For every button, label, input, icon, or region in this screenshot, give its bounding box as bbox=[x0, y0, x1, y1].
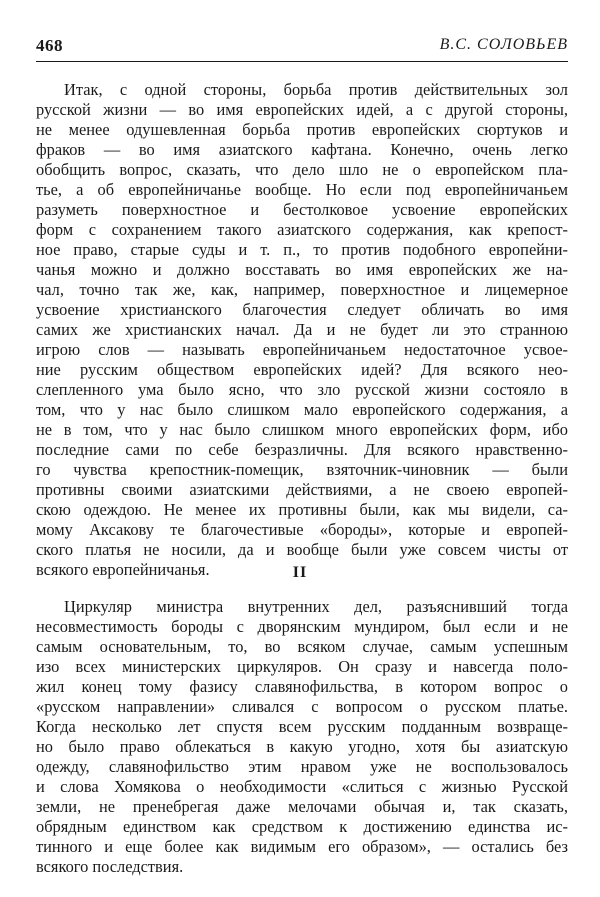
text-line: ное право, старые суды и т. п., то против подобного европейни- bbox=[36, 240, 568, 259]
text-line: том, что у нас было слишком мало европейского содержания, а bbox=[36, 400, 568, 419]
text-line: усвоение христианского благочестия следует обличать во имя bbox=[36, 300, 568, 319]
page-number: 468 bbox=[36, 36, 63, 55]
text-line: чанья можно и должно восставать во имя европейских же на- bbox=[36, 260, 568, 279]
text-line: всякого европейничанья. bbox=[36, 560, 210, 579]
text-line: русской жизни — во имя европейских идей, а с другой стороны, bbox=[36, 100, 568, 119]
text-line: фраков — во имя азиатского кафтана. Конечно, очень легко bbox=[36, 140, 568, 159]
text-line: «русском направлении» сливался с вопросом о русском платье. bbox=[36, 697, 568, 716]
text-line: изо всех министерских циркуляров. Он сразу и навсегда поло- bbox=[36, 657, 568, 676]
text-line: мому Аксакову те благочестивые «бороды», которые и европей- bbox=[36, 520, 568, 539]
text-line: тинного и еще более как видимым его образом», — остались без bbox=[36, 837, 568, 856]
running-head bbox=[36, 36, 568, 60]
header-rule bbox=[36, 61, 568, 62]
text-line: но было право облекаться в какую угодно, хотя бы азиатскую bbox=[36, 737, 568, 756]
text-line: обобщить вопрос, сказать, что дело шло не о европейском пла- bbox=[36, 160, 568, 179]
text-line: чал, точно так же, как, например, поверхностное и лицемерное bbox=[36, 280, 568, 299]
text-line: тье, а об европейничанье вообще. Но если под европейничаньем bbox=[36, 180, 568, 199]
text-line: самым основательным, то, во всяком случае, самым успешным bbox=[36, 637, 568, 656]
text-line: несовместимость бороды с дворянским мундиром, был если и не bbox=[36, 617, 568, 636]
text-line: скою одеждою. Не менее их противны были, как мы видели, са- bbox=[36, 500, 568, 519]
paragraph-2 bbox=[36, 597, 568, 877]
text-line: не менее одушевленная борьба против европейских сюртуков и bbox=[36, 120, 568, 139]
text-line: обрядным единством как средством к достижению единства ис- bbox=[36, 817, 568, 836]
text-line: слепленного ума было ясно, что зло русской жизни состояло в bbox=[36, 380, 568, 399]
running-head-author: В.С. СОЛОВЬЕВ bbox=[439, 36, 568, 53]
text-line: разуметь поверхностное и бестолковое усвоение европейских bbox=[36, 200, 568, 219]
text-line: и слова Хомякова о необходимости «слиться с жизнью Русской bbox=[36, 777, 568, 796]
text-line: не в том, что у нас было слишком много европейских форм, ибо bbox=[36, 420, 568, 439]
text-line: противны своими азиатскими действиями, а не своею европей- bbox=[36, 480, 568, 499]
text-line: земли, не пренебрегая даже мелочами обычая и, так сказать, bbox=[36, 797, 568, 816]
text-line: го чувства крепостник-помещик, взяточник-чиновник — были bbox=[36, 460, 568, 479]
text-line: самих же христианских начал. Да и не будет ли это странною bbox=[36, 320, 568, 339]
text-line: Итак, с одной стороны, борьба против действительных зол bbox=[64, 80, 568, 99]
text-line: ние русским обществом европейских идей? Для всякого нео- bbox=[36, 360, 568, 379]
text-line: одежду, славянофильство этим нравом уже не воспользовалось bbox=[36, 757, 568, 776]
text-line: Когда несколько лет спустя всем русским подданным возвраще- bbox=[36, 717, 568, 736]
text-line: Циркуляр министра внутренних дел, разъяснивший тогда bbox=[64, 597, 568, 616]
text-line: ского платья не носили, да и вообще были уже совсем чисты от bbox=[36, 540, 568, 559]
paragraph-1 bbox=[36, 80, 568, 580]
text-line: форм с сохранением такого азиатского содержания, как крепост- bbox=[36, 220, 568, 239]
text-line: жил конец тому фазису славянофильства, в котором вопрос о bbox=[36, 677, 568, 696]
text-line: игрою слов — называть европейничаньем недостаточное усвое- bbox=[36, 340, 568, 359]
text-line: всякого последствия. bbox=[36, 857, 184, 876]
section-heading-numeral: II bbox=[292, 564, 308, 581]
text-line: последние сами по себе безразличны. Для всякого нравственно- bbox=[36, 440, 568, 459]
